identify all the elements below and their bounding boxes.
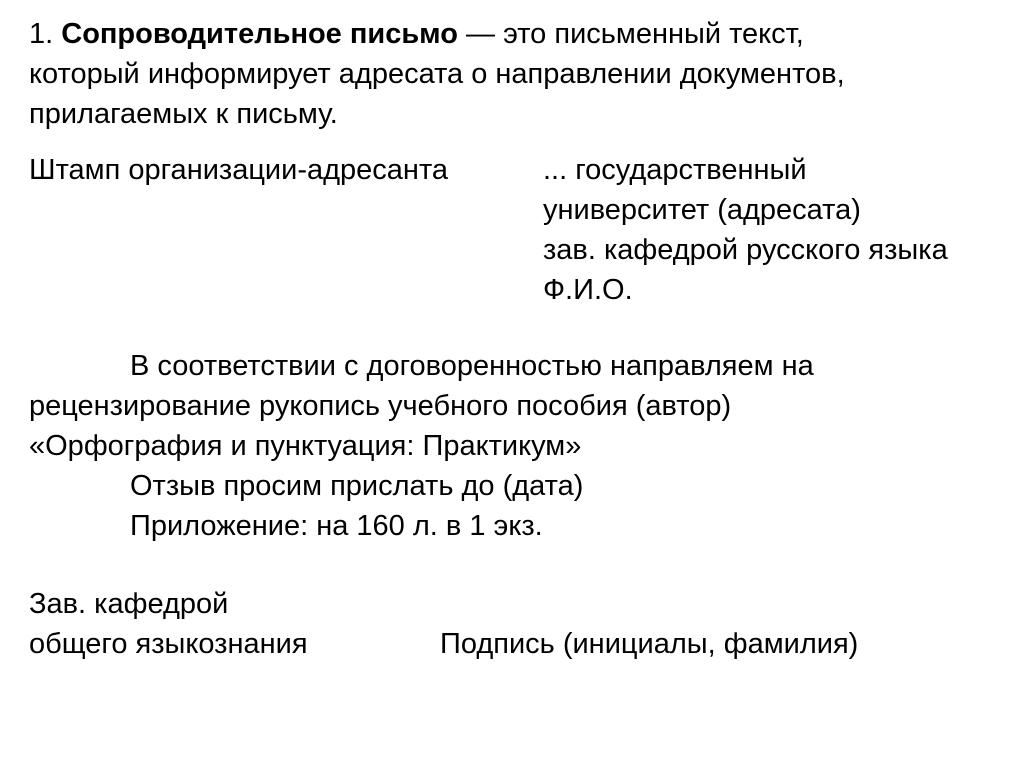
definition-line-1-rest: — это письменный текст, — [457, 18, 804, 50]
signature-text: Подпись (инициалы, фамилия) — [440, 628, 859, 660]
body-paragraph-line-2: рецензирование рукопись учебного пособия (автор) — [29, 390, 732, 422]
definition-line-2: который информирует адресата о направлении документов, — [29, 58, 845, 90]
sender-stamp: Штамп организации-адресанта — [29, 154, 449, 186]
addressee-line-2: университет (адресата) — [543, 194, 861, 226]
signature-position-line-2: общего языкознания — [29, 628, 308, 660]
definition-line-3: прилагаемых к письму. — [29, 98, 338, 130]
definition-term: Сопроводительное письмо — [61, 18, 458, 50]
addressee-line-4: Ф.И.О. — [543, 274, 633, 306]
definition-number: 1. — [29, 18, 62, 50]
definition-line-1 — [29, 14, 804, 54]
signature-position-line-1: Зав. кафедрой — [29, 588, 229, 620]
body-paragraph-line-1: В соответствии с договоренностью направляем на — [130, 350, 814, 382]
addressee-line-1: ... государственный — [543, 154, 807, 186]
review-request: Отзыв просим прислать до (дата) — [130, 470, 584, 502]
addressee-line-3: зав. кафедрой русского языка — [543, 234, 948, 266]
attachment-note: Приложение: на 160 л. в 1 экз. — [130, 510, 543, 542]
body-paragraph-line-3: «Орфография и пунктуация: Практикум» — [29, 430, 582, 462]
